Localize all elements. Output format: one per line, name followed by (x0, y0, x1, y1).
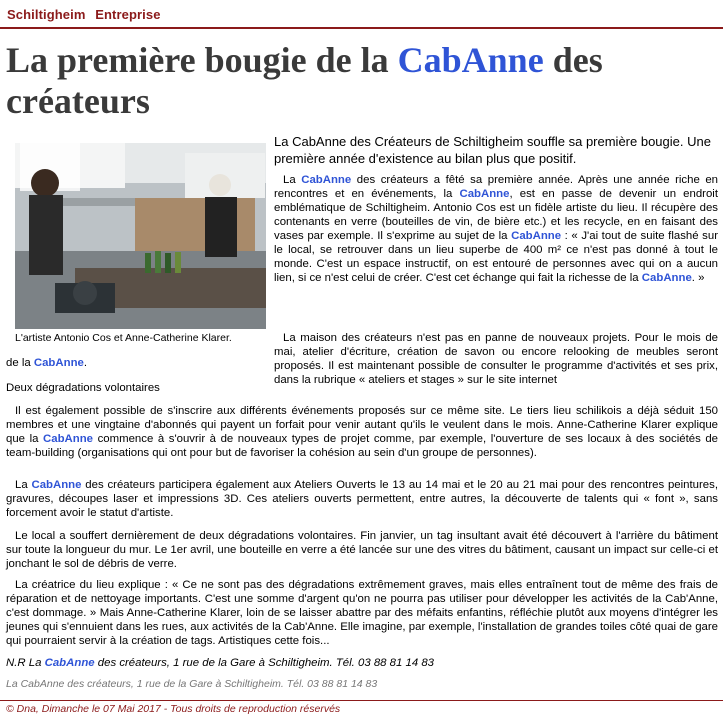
article-photo (15, 143, 266, 329)
brand-link[interactable]: CabAnne (641, 272, 692, 284)
paragraph-1: La CabAnne des créateurs a fêté sa première année. Après une année riche en rencontres et en événements, la CabAnne, est en passe de devenir un endroit emblématique de Schiltigheim. Antonio Cos est un fidèle artiste du lieu. Il récupère des contenants en verre (bouteilles de vin, de bière etc.) et les recycle, en en faisant des vases par exemple. Il s'exprime au sujet de la CabAnne : « J'ai tout de suite flashé sur le local, se retrouver dans un lieu superbe de 400 m² ce n'est pas donné à tout le monde. C'est un espace instructif, on est entouré de personnes avec qui on a aucun lien, si ce n'est celui de créer. C'est cet échange qui fait la richesse de la CabAnne. » (274, 174, 719, 284)
brand-link[interactable]: CabAnne (459, 188, 510, 200)
paragraph-4: La CabAnne des créateurs participera également aux Ateliers Ouverts le 13 au 14 mai et le 20 au 21 mai pour des rencontres peintures, gravures, découpes laser et impressions 3D. Ces ateliers ouverts permettent, entre autres, la découverte de talents qui « font », sans forcement avoir le statut d'artiste. (6, 479, 718, 519)
topbar (0, 0, 723, 36)
paragraph-2-continued: de la CabAnne. (6, 357, 88, 369)
paragraph-5: Le local a souffert dernièrement de deux dégradations volontaires. Fin janvier, un tag insultant avait été découvert à l'arrière du bâtiment sur toute la longueur du mur. Le 1er avril, une bouteille en verre a été lancée sur une des vitres du bâtiment, causant un impact sur celle-ci et jonchant le sol de débris de verre. (6, 530, 718, 570)
brand-link[interactable]: CabAnne (511, 230, 562, 242)
lead-paragraph: La CabAnne des Créateurs de Schiltigheim souffle sa première bougie. Une première année d'existence au bilan plus que positif. (274, 134, 711, 166)
brand-link[interactable]: CabAnne (44, 657, 95, 669)
brand-link[interactable]: CabAnne (33, 357, 84, 369)
headline-brand: CabAnne (397, 40, 544, 80)
footer-divider (0, 700, 723, 701)
paragraph-2: La maison des créateurs n'est pas en panne de nouveaux projets. Pour le mois de mai, atelier d'écriture, création de savon ou encore relooking de meubles seront proposés. Il est maintenant possible de consulter le programme d'activités et ses prix, dans la rubrique « ateliers et stages » sur le site internet (274, 332, 718, 386)
headline (6, 40, 718, 122)
section-label[interactable]: Schiltigheim (7, 7, 86, 22)
category-label[interactable]: Entreprise (95, 7, 161, 22)
headline-prefix: La première bougie de la (6, 40, 398, 80)
paragraph-3: Il est également possible de s'inscrire aux différents événements proposés sur ce même site. Le tiers lieu schilikois a déjà séduit 150 membres et une vingtaine d'abonnés qui payent un forfait pour venir autant qu'ils le veulent dans le mois. Anne-Catherine Klarer explique que la CabAnne commence à s'ouvrir à de nouveaux types de projet comme, par exemple, l'ouverture de ses locaux à des sociétés de team-building (organisations qui ont pour but de favoriser la cohésion au sein d'un groupe de personnes). (6, 405, 719, 459)
photo-caption: L'artiste Antonio Cos et Anne-Catherine Klarer. (15, 332, 232, 344)
brand-link[interactable]: CabAnne (301, 174, 352, 186)
rubric (7, 7, 161, 22)
address-footer: La CabAnne des créateurs, 1 rue de la Gare à Schiltigheim. Tél. 03 88 81 14 83 (6, 678, 378, 690)
nr-line: N.R La CabAnne des créateurs, 1 rue de la Gare à Schiltigheim. Tél. 03 88 81 14 83 (6, 657, 435, 669)
subhead: Deux dégradations volontaires (6, 382, 160, 394)
copyright-notice: © Dna, Dimanche le 07 Mai 2017 - Tous droits de reproduction réservés (6, 703, 341, 715)
brand-link[interactable]: CabAnne (31, 479, 82, 491)
paragraph-6: La créatrice du lieu explique : « Ce ne sont pas des dégradations extrêmement graves, mais elles entraînent tout de même des frais de réparation et de nettoyage importants. C'est une somme d'argent qu'on ne pourra pas utiliser pour développer les activités de la Cab'Anne, c'est dommage. » Mais Anne-Catherine Klarer, loin de se laisser abattre par des méfaits enfantins, réfléchie plutôt aux moyens d'intégrer les jeunes qui s'ennuient dans les rues, aux activités de la Cab'Anne. Elle imagine, par exemple, l'installation de grandes toiles côté quai de gare qui pourraient servir à la création de tags. Artistiques cette fois... (6, 579, 718, 647)
headline-suffix: des créateurs (6, 40, 603, 121)
brand-link[interactable]: CabAnne (43, 433, 94, 445)
header-divider (0, 27, 723, 29)
